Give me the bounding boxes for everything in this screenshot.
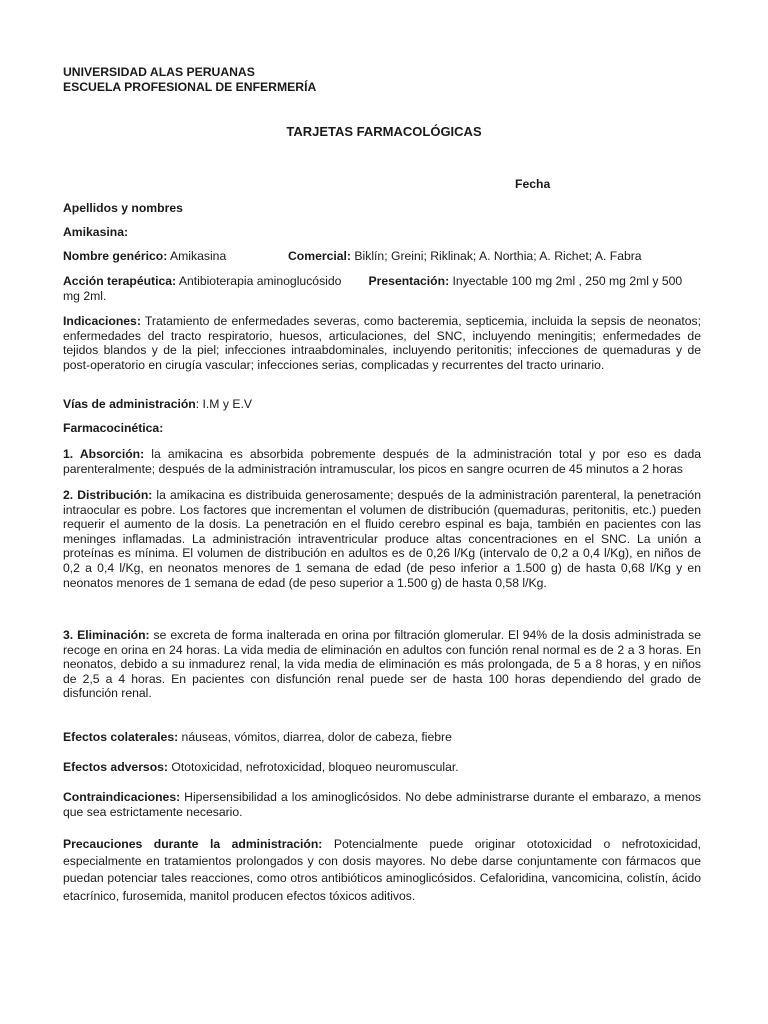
indicaciones-value: Tratamiento de enfermedades severas, como bacteremia, septicemia, incluida la sepsis de neonatos; enfermedades del tracto respiratorio, huesos, articulaciones, del SNC, incluyendo meningitis; enfermedades de tejidos blandos y de la piel; infecciones intraabdominales, incluyendo peritonitis; infecciones de quemaduras y de post-operatorio en cirugía vascular; infecciones serias, complicadas y recurrentes del tracto urinario. <box>63 314 701 372</box>
presentacion-value: Inyectable 100 mg 2ml , 250 mg 2ml y 500 mg 2ml. <box>63 274 683 303</box>
vias-paragraph <box>63 397 701 412</box>
accion-value: Antibioterapia aminoglucósido <box>176 274 342 288</box>
comercial-label: Comercial: <box>288 249 351 263</box>
absorcion-label: 1. Absorción: <box>63 447 145 461</box>
indicaciones-label: Indicaciones: <box>63 314 141 328</box>
school-name: ESCUELA PROFESIONAL DE ENFERMERÍA <box>63 79 317 94</box>
absorcion-paragraph <box>63 447 701 476</box>
efectos-adversos-paragraph <box>63 760 701 775</box>
indicaciones-paragraph <box>63 314 701 372</box>
precauciones-paragraph <box>63 836 701 905</box>
absorcion-value: la amikacina es absorbida pobremente después de la administración total y por eso es dada parenteralmente; después de la administración intramuscular, los picos en sangre ocurren de 45 minutos a 2 horas <box>63 447 701 476</box>
drug-heading: Amikasina: <box>63 225 129 239</box>
document-header <box>63 65 316 94</box>
apellidos-label: Apellidos y nombres <box>63 201 183 215</box>
precauciones-value: Potencialmente puede originar ototoxicidad o nefrotoxicidad, especialmente en tratamientos prolongados y con dosis mayores. No debe darse conjuntamente con fármacos que puedan potenciar tales reacciones, como otros antibióticos aminoglicósidos. Cefaloridina, vancomicina, colistín, ácido etacrínico, furosemida, manitol producen efectos tóxicos aditivos. <box>63 837 701 903</box>
precauciones-label: Precauciones durante la administración: <box>63 837 323 851</box>
eliminacion-paragraph <box>63 628 701 701</box>
nombre-generico-field <box>63 249 226 263</box>
contraindicaciones-paragraph <box>63 790 701 819</box>
university-name: UNIVERSIDAD ALAS PERUANAS <box>63 65 255 79</box>
document-title: TARJETAS FARMACOLÓGICAS <box>286 124 482 139</box>
distribucion-label: 2. Distribución: <box>63 488 153 502</box>
efectos-colaterales-paragraph <box>63 730 701 745</box>
efectos-adversos-label: Efectos adversos: <box>63 760 168 774</box>
comercial-value: Biklín; Greini; Riklinak; A. Northia; A. Richet; A. Fabra <box>351 249 642 263</box>
farmacocinetica-label: Farmacocinética: <box>63 421 164 435</box>
eliminacion-value: se excreta de forma inalterada en orina por filtración glomerular. El 94% de la dosis administrada se recoge en orina en 24 horas. La vida media de eliminación en adultos con función renal normal es de 2 a 3 horas. En neonatos, debido a su inmadurez renal, la vida media de eliminación es más prolongada, de 5 a 8 horas, y en niños de 2,5 a 4 horas. En pacientes con disfunción renal puede ser de hasta 100 horas dependiendo del grado de disfunción renal. <box>63 628 702 701</box>
contraindicaciones-label: Contraindicaciones: <box>63 790 181 804</box>
efectos-colaterales-label: Efectos colaterales: <box>63 730 179 744</box>
nombre-generico-label: Nombre genérico: <box>63 249 168 263</box>
eliminacion-label: 3. Eliminación: <box>63 628 150 642</box>
vias-value: : I.M y E.V <box>195 397 252 411</box>
accion-label: Acción terapéutica: <box>63 274 177 288</box>
efectos-colaterales-value: náuseas, vómitos, diarrea, dolor de cabeza, fiebre <box>178 730 452 744</box>
efectos-adversos-value: Ototoxicidad, nefrotoxicidad, bloqueo neuromuscular. <box>168 760 459 774</box>
nombre-generico-value: Amikasina <box>167 249 227 263</box>
farmacocinetica-heading <box>63 421 701 436</box>
presentacion-label: Presentación: <box>368 274 450 288</box>
comercial-field <box>288 249 642 263</box>
accion-presentacion-paragraph <box>63 274 701 303</box>
distribucion-paragraph <box>63 488 701 590</box>
vias-label: Vías de administración <box>63 397 196 411</box>
fecha-label: Fecha <box>515 177 551 191</box>
contraindicaciones-value: Hipersensibilidad a los aminoglicósidos. No debe administrarse durante el embarazo, a menos que sea estrictamente necesario. <box>63 790 701 819</box>
distribucion-value: la amikacina es distribuida generosamente; después de la administración parenteral, la penetración intraocular es pobre. Los factores que incrementan el volumen de distribución (quemaduras, peritonitis, etc.) pueden requerir el aumento de la dosis. La penetración en el fluido cerebro espinal es baja, también en pacientes con las meninges inflamadas. La administración intraventricular produce altas concentraciones en el SNC. La unión a proteínas es mínima. El volumen de distribución en adultos es de 0,26 l/Kg (intervalo de 0,2 a 0,4 l/Kg), en niños de 0,2 a 0,4 l/Kg, en neonatos menores de 1 semana de edad (de peso inferior a 1.500 g) de hasta 0,68 l/Kg y en neonatos menores de 1 semana de edad (de peso superior a 1.500 g) de hasta 0,58 l/Kg. <box>63 488 701 590</box>
